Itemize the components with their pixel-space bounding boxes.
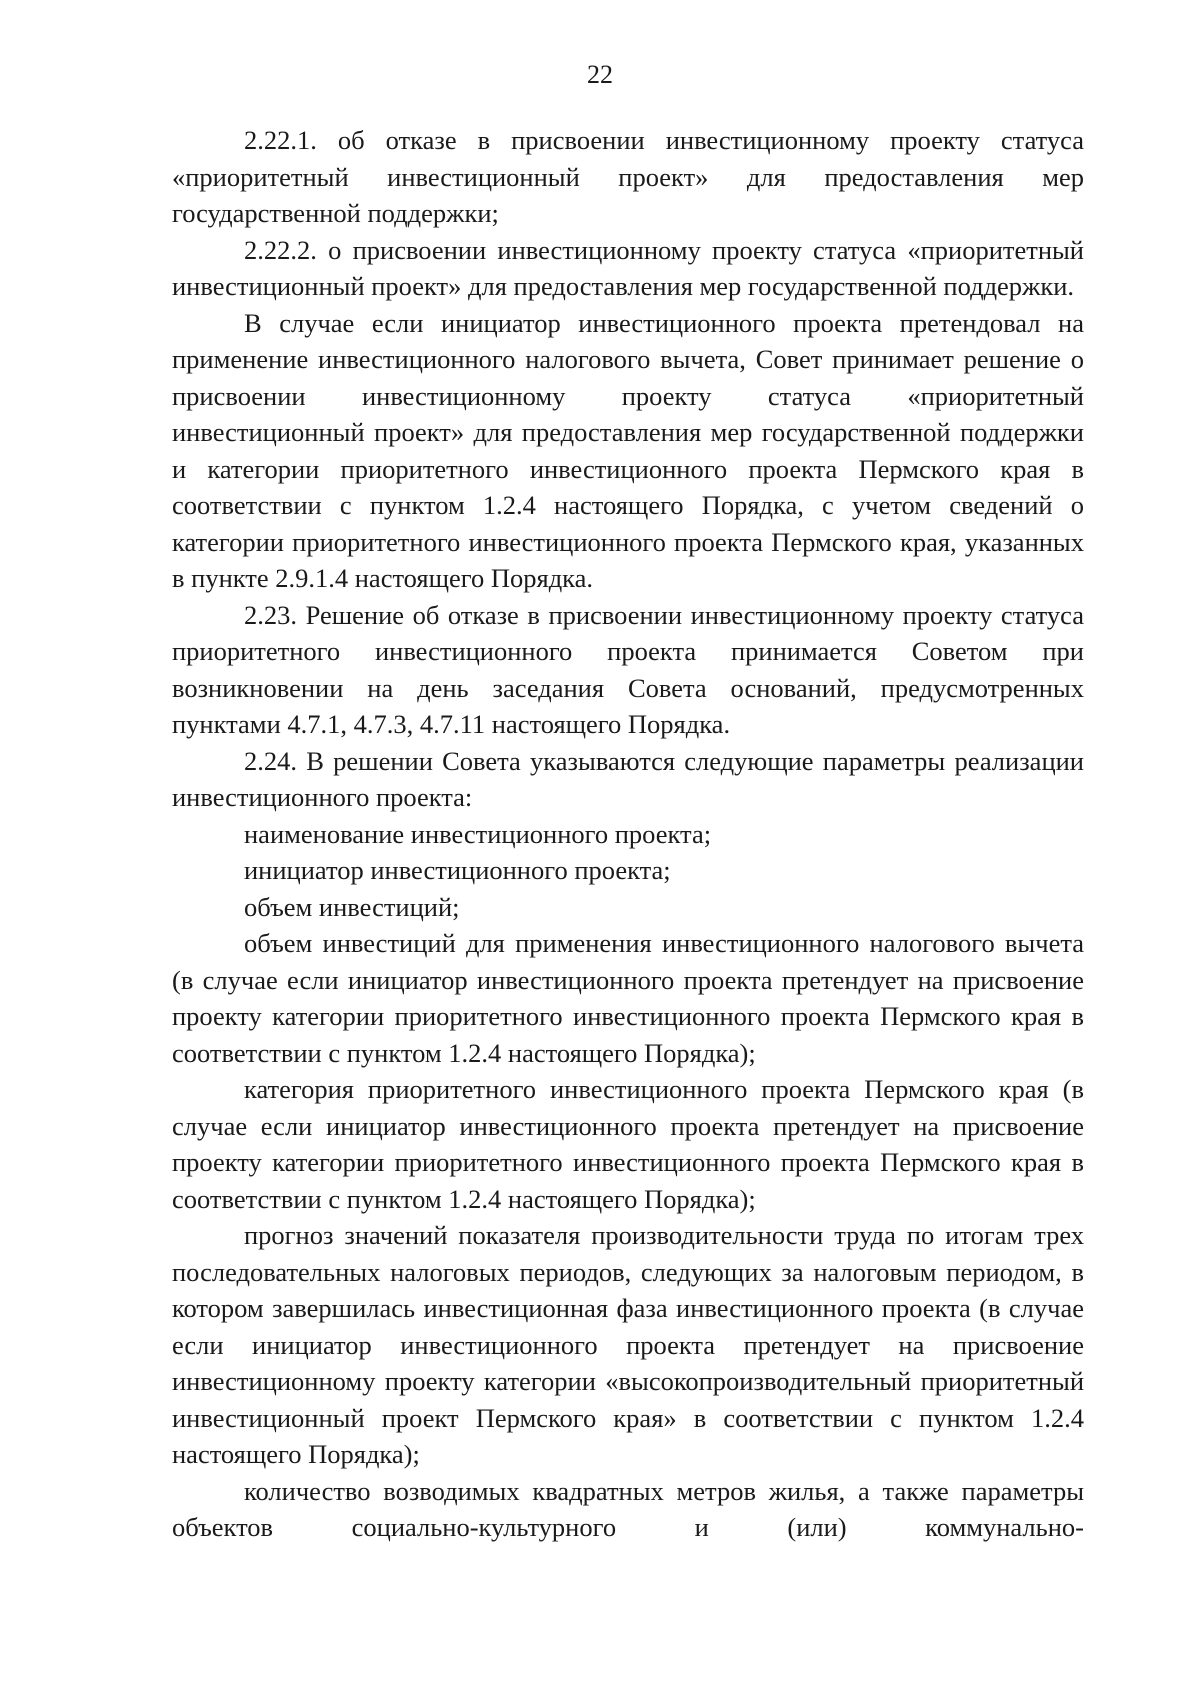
list-item-project-category: категория приоритетного инвестиционного проекта Пермского края (в случае если инициатор инвестиционного проекта претендует на присвоение проекту категории приоритетного инвестиционного проекта Пермского края в соответствии с пунктом 1.2.4 настоящего Порядка); [172, 1074, 1084, 1214]
list-item-housing-square-meters: количество возводимых квадратных метров жилья, а также параметры объектов социально-культурного и (или) коммунально- [172, 1475, 1084, 1542]
list-item-productivity-forecast: прогноз значений показателя производительности труда по итогам трех последовательных налоговых периодов, следующих за налоговым периодом, в котором завершилась инвестиционная фаза инвестиционного проекта (в случае если инициатор инвестиционного проекта претендует на присвоение инвестиционному проекту категории «высокопроизводительный приоритетный инвестиционный проект Пермского края» в соответствии с пунктом 1.2.4 настоящего Порядка); [172, 1220, 1084, 1469]
document-body [172, 122, 1084, 1546]
list-item-investment-volume: объем инвестиций; [244, 891, 460, 922]
paragraph-2-24: 2.24. В решении Совета указываются следующие параметры реализации инвестиционного проекта: [172, 745, 1084, 812]
paragraph-2-22-1: 2.22.1. об отказе в присвоении инвестиционному проекту статуса «приоритетный инвестиционный проект» для предоставления мер государственной поддержки; [172, 125, 1084, 228]
paragraph-2-23: 2.23. Решение об отказе в присвоении инвестиционному проекту статуса приоритетного инвестиционного проекта принимается Советом при возникновении на день заседания Совета оснований, предусмотренных пунктами 4.7.1, 4.7.3, 4.7.11 настоящего Порядка. [172, 599, 1084, 739]
paragraph-tax-deduction-case: В случае если инициатор инвестиционного проекта претендовал на применение инвестиционного налогового вычета, Совет принимает решение о присвоении инвестиционному проекту статуса «приоритетный инвестиционный проект» для предоставления мер государственной поддержки и категории приоритетного инвестиционного проекта Пермского края в соответствии с пунктом 1.2.4 настоящего Порядка, с учетом сведений о категории приоритетного инвестиционного проекта Пермского края, указанных в пункте 2.9.1.4 настоящего Порядка. [172, 307, 1084, 593]
list-item-project-name: наименование инвестиционного проекта; [244, 818, 712, 849]
list-item-investment-for-deduction: объем инвестиций для применения инвестиционного налогового вычета (в случае если инициатор инвестиционного проекта претендует на присвоение проекту категории приоритетного инвестиционного проекта Пермского края в соответствии с пунктом 1.2.4 настоящего Порядка); [172, 928, 1084, 1068]
paragraph-2-22-2: 2.22.2. о присвоении инвестиционному проекту статуса «приоритетный инвестиционный проект» для предоставления мер государственной поддержки. [172, 234, 1084, 301]
list-item-initiator: инициатор инвестиционного проекта; [244, 855, 671, 885]
page-number: 22 [587, 60, 613, 89]
